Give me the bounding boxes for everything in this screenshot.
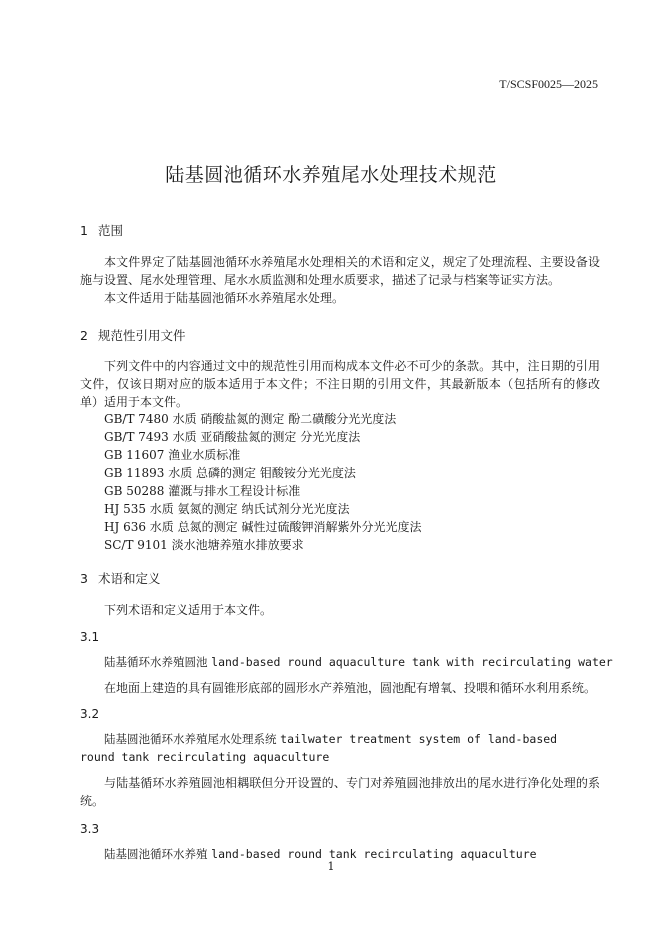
term-en: land-based round tank recirculating aquaculture: [211, 847, 537, 861]
reference-item: GB/T 7493 水质 亚硝酸盐氮的测定 分光光度法: [104, 430, 361, 444]
section-title: 规范性引用文件: [98, 328, 186, 343]
section-title: 术语和定义: [98, 571, 161, 586]
section-heading-terms: [80, 569, 161, 587]
term-en: land-based round aquaculture tank with recirculating water: [211, 655, 613, 669]
term-zh: 陆基循环水养殖圆池: [104, 655, 208, 669]
term-number: 3.1: [80, 630, 100, 644]
term-entry: [80, 730, 590, 766]
reference-item: GB/T 7480 水质 硝酸盐氮的测定 酚二磺酸分光光度法: [104, 412, 397, 426]
paragraph: 本文件适用于陆基圆池循环水养殖尾水处理。: [104, 291, 345, 305]
paragraph: 下列文件中的内容通过文中的规范性引用而构成本文件必不可少的条款。其中，注日期的引用文件，仅该日期对应的版本适用于本文件；不注日期的引用文件，其最新版本（包括所有的修改单）适用于本文件。: [80, 359, 600, 409]
paragraph: 下列术语和定义适用于本文件。: [104, 603, 273, 617]
reference-list: [104, 410, 421, 554]
term-definition: 在地面上建造的具有圆锥形底部的圆形水产养殖池，圆池配有增氧、投喂和循环水利用系统。: [104, 681, 597, 695]
term-number: 3.3: [80, 822, 100, 836]
term-en: tailwater treatment system of land-based round tank recirculating aquaculture: [80, 732, 558, 764]
term-number: 3.2: [80, 707, 100, 721]
page-number: 1: [327, 860, 335, 873]
document-number: T/SCSF0025—2025: [499, 77, 598, 91]
term-definition: 与陆基循环水养殖圆池相耦联但分开设置的、专门对养殖圆池排放出的尾水进行净化处理的系统。: [80, 776, 600, 808]
reference-item: HJ 636 水质 总氮的测定 碱性过硫酸钾消解紫外分光光度法: [104, 520, 422, 534]
term-zh: 陆基圆池循环水养殖: [104, 847, 208, 861]
section-heading-scope: [80, 221, 123, 239]
term-zh: 陆基圆池循环水养殖尾水处理系统: [104, 732, 277, 746]
section-title: 范围: [98, 223, 124, 238]
reference-item: HJ 535 水质 氨氮的测定 纳氏试剂分光光度法: [104, 502, 350, 516]
section-number: 3: [80, 571, 88, 586]
section-heading-normative-references: [80, 326, 186, 344]
reference-item: GB 11893 水质 总磷的测定 钼酸铵分光光度法: [104, 466, 356, 480]
reference-item: GB 50288 灌溉与排水工程设计标准: [104, 484, 301, 498]
page-title: 陆基圆池循环水养殖尾水处理技术规范: [165, 164, 497, 186]
paragraph: 本文件界定了陆基圆池循环水养殖尾水处理相关的术语和定义，规定了处理流程、主要设备设施与设置、尾水处理管理、尾水水质监测和处理水质要求，描述了记录与档案等证实方法。: [80, 255, 600, 287]
section-number: 2: [80, 328, 88, 343]
reference-item: GB 11607 渔业水质标准: [104, 448, 241, 462]
reference-item: SC/T 9101 淡水池塘养殖水排放要求: [104, 538, 304, 552]
term-entry: [104, 653, 613, 671]
section-number: 1: [80, 223, 88, 238]
